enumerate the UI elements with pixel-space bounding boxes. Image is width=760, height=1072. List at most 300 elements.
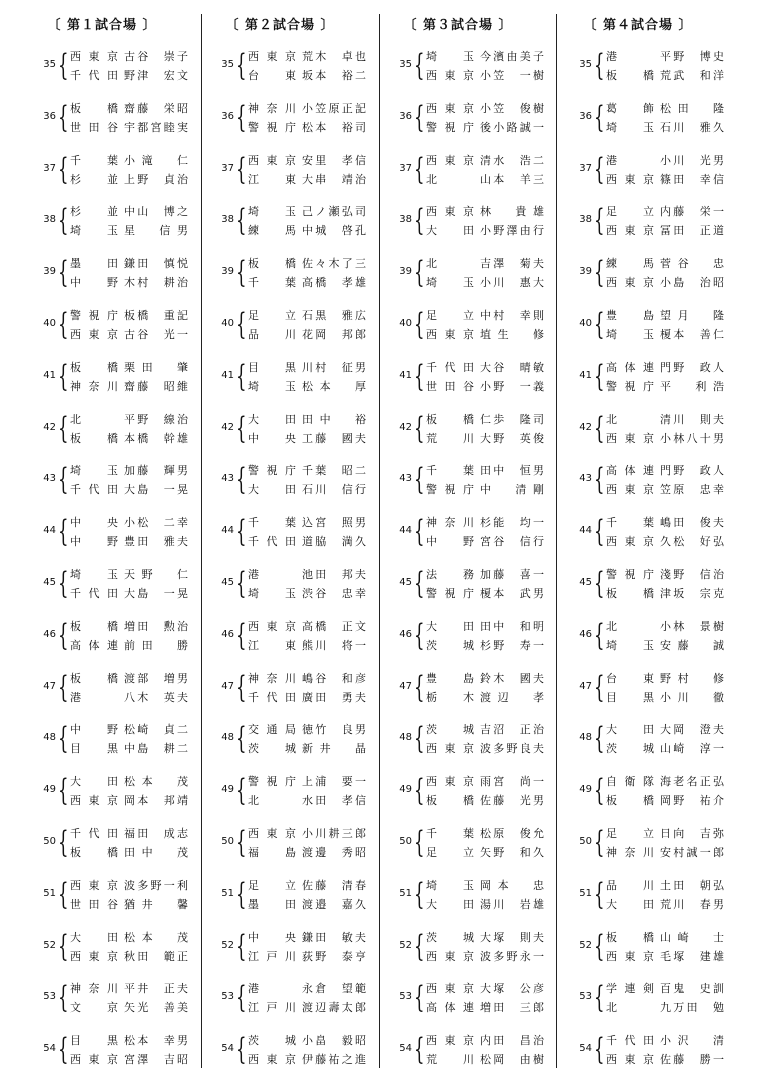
competitor-name: 栗田 肇 <box>124 361 188 374</box>
competitor-bottom <box>70 896 194 914</box>
competitor-bottom <box>248 274 372 292</box>
competitor-bottom <box>248 844 372 862</box>
competitor-bottom <box>248 792 372 810</box>
competitor-top <box>248 825 372 843</box>
competitor-name: 猶井 馨 <box>124 898 188 911</box>
competitor-affiliation: 茨 城 <box>606 742 654 755</box>
competitor-affiliation: 西東京 <box>606 483 654 496</box>
bracket-brace: { <box>594 48 605 83</box>
competitor-name: 大塚 則夫 <box>480 931 544 944</box>
competitor-bottom <box>248 1051 372 1069</box>
bracket-brace: { <box>236 514 247 549</box>
match-entry <box>548 461 728 501</box>
match-entry <box>368 876 548 916</box>
bracket-brace: { <box>58 307 69 342</box>
competitor-affiliation: 茨 城 <box>426 723 474 736</box>
competitor-affiliation: 大 田 <box>606 723 654 736</box>
court-title: 〔 第２試合場 〕 <box>225 18 335 33</box>
competitor-name: 新井 晶 <box>302 742 366 755</box>
competitor-name: 埴生 修 <box>480 328 544 341</box>
competitor-name: 松田 隆 <box>660 102 724 115</box>
match-number: 54 <box>43 1043 56 1054</box>
bracket-brace: { <box>236 255 247 290</box>
competitor-name: 嶋谷 和彦 <box>302 672 366 685</box>
bracket-brace: { <box>414 670 425 705</box>
bracket-brace: { <box>58 929 69 964</box>
competitor-name: 石川 信行 <box>302 483 366 496</box>
match-entry <box>368 151 548 191</box>
competitor-affiliation: 西東京 <box>606 173 654 186</box>
competitor-top <box>426 670 550 688</box>
competitor-affiliation: 江戸川 <box>248 950 296 963</box>
competitor-affiliation: 神奈川 <box>426 516 474 529</box>
competitor-name: 杉野 寿一 <box>480 639 544 652</box>
competitor-affiliation: 千代田 <box>70 827 118 840</box>
competitor-bottom <box>606 67 730 85</box>
bracket-brace: { <box>594 307 605 342</box>
competitor-affiliation: 北 <box>606 413 617 426</box>
competitor-bottom <box>426 689 550 707</box>
match-number: 49 <box>43 784 56 795</box>
competitor-name: 波多野良夫 <box>480 742 544 755</box>
match-number: 40 <box>579 318 592 329</box>
competitor-affiliation: 西東京 <box>70 1053 118 1066</box>
bracket-brace: { <box>236 980 247 1015</box>
competitor-name: 田中 茂 <box>124 846 188 859</box>
competitor-bottom <box>70 585 194 603</box>
competitor-name: 百鬼 史訓 <box>660 982 724 995</box>
match-entry <box>190 513 370 553</box>
competitor-name: 鈴木 國夫 <box>480 672 544 685</box>
competitor-name: 永倉 望範 <box>302 982 366 995</box>
competitor-top <box>248 566 372 584</box>
competitor-name: 今濱由美子 <box>480 50 544 63</box>
competitor-top <box>606 100 730 118</box>
match-number: 39 <box>579 266 592 277</box>
competitor-name: 千葉 昭二 <box>302 464 366 477</box>
match-entry <box>548 928 728 968</box>
competitor-affiliation: 練 馬 <box>606 257 654 270</box>
competitor-name: 小笠原正記 <box>302 102 366 115</box>
competitor-bottom <box>426 999 550 1017</box>
competitor-affiliation: 西東京 <box>426 950 474 963</box>
competitor-bottom <box>248 999 372 1017</box>
competitor-affiliation: 大 田 <box>606 898 654 911</box>
competitor-affiliation: 目 黒 <box>70 1034 118 1047</box>
competitor-top <box>70 825 194 843</box>
competitor-name: 中山 博之 <box>124 205 188 218</box>
match-number: 50 <box>221 836 234 847</box>
bracket-brace: { <box>58 359 69 394</box>
competitor-top <box>70 1032 194 1050</box>
competitor-affiliation: 神奈川 <box>70 982 118 995</box>
competitor-affiliation: 警視庁 <box>426 121 474 134</box>
competitor-bottom <box>606 533 730 551</box>
competitor-top <box>248 670 372 688</box>
match-entry <box>548 151 728 191</box>
competitor-top <box>248 48 372 66</box>
competitor-bottom <box>606 740 730 758</box>
competitor-bottom <box>606 326 730 344</box>
competitor-affiliation: 高体連 <box>606 361 654 374</box>
competitor-name: 古谷 光一 <box>124 328 188 341</box>
competitor-bottom <box>70 792 194 810</box>
competitor-top <box>606 152 730 170</box>
competitor-name: 野村 修 <box>660 672 724 685</box>
match-entry <box>548 720 728 760</box>
competitor-top <box>248 721 372 739</box>
competitor-affiliation: 神奈川 <box>248 672 296 685</box>
competitor-affiliation: 板 橋 <box>70 846 118 859</box>
competitor-affiliation: 高体連 <box>70 639 118 652</box>
match-entry <box>368 1031 548 1071</box>
competitor-name: 波多野一利 <box>124 879 188 892</box>
bracket-brace: { <box>58 877 69 912</box>
competitor-top <box>426 203 550 221</box>
match-entry <box>190 461 370 501</box>
competitor-name: 久松 好弘 <box>660 535 724 548</box>
match-number: 41 <box>579 370 592 381</box>
bracket-brace: { <box>594 411 605 446</box>
competitor-name: 渡邉 嘉久 <box>302 898 366 911</box>
match-number: 41 <box>399 370 412 381</box>
competitor-top <box>70 566 194 584</box>
competitor-name: 津坂 宗克 <box>660 587 724 600</box>
competitor-name: 川村 征男 <box>302 361 366 374</box>
competitor-bottom <box>426 222 550 240</box>
competitor-bottom <box>606 171 730 189</box>
competitor-name: 齋藤 栄昭 <box>124 102 188 115</box>
competitor-affiliation: 警視庁 <box>606 380 654 393</box>
competitor-name: 冨田 正道 <box>660 224 724 237</box>
match-entry <box>190 979 370 1019</box>
competitor-affiliation: 江 東 <box>248 639 296 652</box>
bracket-brace: { <box>594 100 605 135</box>
competitor-affiliation: 西東京 <box>248 620 296 633</box>
competitor-top <box>248 773 372 791</box>
competitor-name: 小畠 毅昭 <box>302 1034 366 1047</box>
bracket-brace: { <box>594 825 605 860</box>
competitor-name: 毛塚 建雄 <box>660 950 724 963</box>
bracket-brace: { <box>414 773 425 808</box>
competitor-name: 後小路誠一 <box>480 121 544 134</box>
match-number: 51 <box>43 888 56 899</box>
competitor-name: 小林八十男 <box>660 432 724 445</box>
match-entry <box>12 824 192 864</box>
competitor-bottom <box>70 171 194 189</box>
bracket-brace: { <box>236 825 247 860</box>
competitor-affiliation: 世田谷 <box>70 121 118 134</box>
competitor-name: 渡辺 孝 <box>480 691 544 704</box>
competitor-top <box>606 670 730 688</box>
competitor-name: 林 貴雄 <box>480 205 544 218</box>
bracket-brace: { <box>236 566 247 601</box>
competitor-affiliation: 荒 川 <box>426 1053 474 1066</box>
competitor-name: 吉沼 正治 <box>480 723 544 736</box>
competitor-top <box>606 825 730 843</box>
competitor-affiliation: 学連剣 <box>606 982 654 995</box>
competitor-name: 山崎 士 <box>660 931 724 944</box>
match-number: 48 <box>579 732 592 743</box>
competitor-top <box>426 255 550 273</box>
competitor-bottom <box>426 326 550 344</box>
bracket-brace: { <box>594 462 605 497</box>
competitor-affiliation: 中 野 <box>426 535 474 548</box>
match-entry <box>190 358 370 398</box>
bracket-brace: { <box>58 618 69 653</box>
bracket-brace: { <box>414 877 425 912</box>
competitor-affiliation: 足 立 <box>426 846 474 859</box>
competitor-affiliation: 千代田 <box>70 69 118 82</box>
bracket-brace: { <box>58 48 69 83</box>
competitor-name: 嶋田 俊夫 <box>660 516 724 529</box>
competitor-name: 宮澤 吉昭 <box>124 1053 188 1066</box>
competitor-name: 平野 線治 <box>124 413 188 426</box>
match-number: 43 <box>579 473 592 484</box>
bracket-brace: { <box>414 359 425 394</box>
competitor-affiliation: 杉 並 <box>70 205 118 218</box>
match-entry <box>12 358 192 398</box>
bracket-brace: { <box>58 514 69 549</box>
competitor-bottom <box>248 378 372 396</box>
competitor-name: 小滝 仁 <box>124 154 188 167</box>
competitor-affiliation: 足 立 <box>248 309 296 322</box>
bracket-brace: { <box>594 203 605 238</box>
match-entry <box>12 513 192 553</box>
competitor-affiliation: 埼 玉 <box>248 587 296 600</box>
match-number: 53 <box>221 991 234 1002</box>
competitor-top <box>426 877 550 895</box>
competitor-bottom <box>426 637 550 655</box>
competitor-name: 大谷 晴敏 <box>480 361 544 374</box>
competitor-bottom <box>70 222 194 240</box>
match-number: 39 <box>221 266 234 277</box>
competitor-top <box>606 773 730 791</box>
competitor-affiliation: 埼 玉 <box>606 121 654 134</box>
match-entry <box>548 669 728 709</box>
match-number: 43 <box>221 473 234 484</box>
competitor-top <box>606 411 730 429</box>
competitor-affiliation: 西東京 <box>248 154 296 167</box>
competitor-affiliation: 高体連 <box>426 1001 474 1014</box>
competitor-name: 高橋 正文 <box>302 620 366 633</box>
competitor-name: 前田 勝 <box>124 639 188 652</box>
match-entry <box>368 979 548 1019</box>
competitor-affiliation: 港 <box>606 50 617 63</box>
competitor-name: 小沢 清 <box>660 1034 724 1047</box>
competitor-top <box>248 307 372 325</box>
competitor-name: 小野 一義 <box>480 380 544 393</box>
match-entry <box>12 410 192 450</box>
competitor-affiliation: 墨 田 <box>248 898 296 911</box>
competitor-name: 榎本 善仁 <box>660 328 724 341</box>
competitor-top <box>606 203 730 221</box>
competitor-affiliation: 千 葉 <box>70 154 118 167</box>
match-number: 39 <box>399 266 412 277</box>
competitor-name: 内藤 栄一 <box>660 205 724 218</box>
competitor-name: 松本 幸男 <box>124 1034 188 1047</box>
competitor-affiliation: 警視庁 <box>248 775 296 788</box>
competitor-name: 佐藤 光男 <box>480 794 544 807</box>
competitor-name: 宮谷 信行 <box>480 535 544 548</box>
competitor-top <box>248 618 372 636</box>
competitor-affiliation: 警視庁 <box>70 309 118 322</box>
match-entry <box>368 824 548 864</box>
match-entry <box>368 254 548 294</box>
competitor-top <box>70 359 194 377</box>
match-entry <box>548 254 728 294</box>
competitor-affiliation: 福 島 <box>248 846 296 859</box>
competitor-affiliation: 埼 玉 <box>426 276 474 289</box>
match-entry <box>190 565 370 605</box>
competitor-affiliation: 西東京 <box>606 950 654 963</box>
bracket-brace: { <box>58 1032 69 1067</box>
competitor-bottom <box>248 119 372 137</box>
competitor-top <box>70 877 194 895</box>
competitor-affiliation: 杉 並 <box>70 173 118 186</box>
competitor-affiliation: 港 <box>70 691 81 704</box>
competitor-name: 小川 光男 <box>660 154 724 167</box>
competitor-bottom <box>426 844 550 862</box>
match-number: 41 <box>221 370 234 381</box>
match-number: 36 <box>43 111 56 122</box>
competitor-name: 荒武 和洋 <box>660 69 724 82</box>
match-number: 53 <box>579 991 592 1002</box>
match-entry <box>548 306 728 346</box>
match-number: 35 <box>43 59 56 70</box>
competitor-bottom <box>606 274 730 292</box>
competitor-name: 田中 裕 <box>302 413 366 426</box>
competitor-name: 大塚 公彦 <box>480 982 544 995</box>
match-entry <box>368 928 548 968</box>
competitor-name: 上浦 要一 <box>302 775 366 788</box>
competitor-affiliation: 埼 玉 <box>248 205 296 218</box>
competitor-affiliation: 豊 島 <box>606 309 654 322</box>
competitor-top <box>426 618 550 636</box>
competitor-affiliation: 西東京 <box>426 328 474 341</box>
competitor-bottom <box>426 896 550 914</box>
bracket-brace: { <box>58 152 69 187</box>
competitor-name: 小野澤由行 <box>480 224 544 237</box>
competitor-name: 廣田 勇夫 <box>302 691 366 704</box>
competitor-name: 仁歩 隆司 <box>480 413 544 426</box>
match-number: 50 <box>399 836 412 847</box>
competitor-name: 岡本 忠 <box>480 879 544 892</box>
competitor-name: 渡辺壽太郎 <box>302 1001 366 1014</box>
bracket-brace: { <box>594 1032 605 1067</box>
competitor-affiliation: 西東京 <box>70 328 118 341</box>
competitor-top <box>70 411 194 429</box>
competitor-affiliation: 中 央 <box>248 931 296 944</box>
match-number: 42 <box>221 422 234 433</box>
match-entry <box>190 720 370 760</box>
competitor-affiliation: 千 葉 <box>248 276 296 289</box>
bracket-brace: { <box>594 929 605 964</box>
bracket-brace: { <box>236 670 247 705</box>
bracket-brace: { <box>236 203 247 238</box>
competitor-top <box>606 307 730 325</box>
competitor-top <box>426 825 550 843</box>
bracket-brace: { <box>236 359 247 394</box>
match-number: 46 <box>221 629 234 640</box>
match-entry <box>548 513 728 553</box>
competitor-top <box>248 462 372 480</box>
court-title: 〔 第３試合場 〕 <box>403 18 513 33</box>
competitor-bottom <box>426 1051 550 1069</box>
bracket-brace: { <box>236 100 247 135</box>
match-entry <box>12 720 192 760</box>
competitor-affiliation: 北 <box>426 257 437 270</box>
competitor-top <box>248 152 372 170</box>
competitor-name: 湯川 岩雄 <box>480 898 544 911</box>
competitor-affiliation: 千 葉 <box>606 516 654 529</box>
competitor-name: 伊藤祐之進 <box>302 1053 366 1066</box>
competitor-bottom <box>426 378 550 396</box>
match-number: 53 <box>43 991 56 1002</box>
bracket-brace: { <box>58 980 69 1015</box>
competitor-affiliation: 西東京 <box>606 224 654 237</box>
match-number: 49 <box>399 784 412 795</box>
match-number: 37 <box>43 163 56 174</box>
competitor-affiliation: 練 馬 <box>248 224 296 237</box>
competitor-affiliation: 板 橋 <box>606 794 654 807</box>
match-number: 44 <box>221 525 234 536</box>
match-number: 45 <box>43 577 56 588</box>
competitor-top <box>70 721 194 739</box>
competitor-affiliation: 西東京 <box>426 205 474 218</box>
competitor-top <box>248 1032 372 1050</box>
competitor-bottom <box>606 481 730 499</box>
competitor-affiliation: 茨 城 <box>248 742 296 755</box>
competitor-name: 工藤 國夫 <box>302 432 366 445</box>
match-number: 50 <box>579 836 592 847</box>
competitor-name: 鎌田 敏夫 <box>302 931 366 944</box>
competitor-name: 板橋 重記 <box>124 309 188 322</box>
match-entry <box>12 461 192 501</box>
competitor-name: 岡本 邦靖 <box>124 794 188 807</box>
competitor-affiliation: 高体連 <box>606 464 654 477</box>
competitor-affiliation: 台 東 <box>248 69 296 82</box>
match-number: 38 <box>43 214 56 225</box>
competitor-name: 渡部 増男 <box>124 672 188 685</box>
match-number: 47 <box>43 681 56 692</box>
competitor-bottom <box>606 689 730 707</box>
match-number: 52 <box>399 940 412 951</box>
competitor-affiliation: 警視庁 <box>248 121 296 134</box>
competitor-affiliation: 中 野 <box>70 723 118 736</box>
match-number: 48 <box>43 732 56 743</box>
competitor-affiliation: 自衛隊 <box>606 775 654 788</box>
competitor-affiliation: 千代田 <box>606 1034 654 1047</box>
competitor-affiliation: 西東京 <box>426 742 474 755</box>
competitor-affiliation: 西東京 <box>426 982 474 995</box>
court-column-1 <box>12 0 192 1072</box>
bracket-brace: { <box>414 255 425 290</box>
match-number: 52 <box>579 940 592 951</box>
competitor-affiliation: 大 田 <box>426 898 474 911</box>
competitor-name: 己ノ瀬弘司 <box>302 205 366 218</box>
competitor-affiliation: 足 立 <box>606 205 654 218</box>
competitor-affiliation: 千 葉 <box>426 464 474 477</box>
competitor-name: 中城 啓孔 <box>302 224 366 237</box>
competitor-bottom <box>248 326 372 344</box>
competitor-affiliation: 西東京 <box>426 69 474 82</box>
competitor-affiliation: 西東京 <box>606 276 654 289</box>
competitor-top <box>248 929 372 947</box>
match-entry <box>548 410 728 450</box>
competitor-top <box>606 877 730 895</box>
bracket-brace: { <box>58 773 69 808</box>
